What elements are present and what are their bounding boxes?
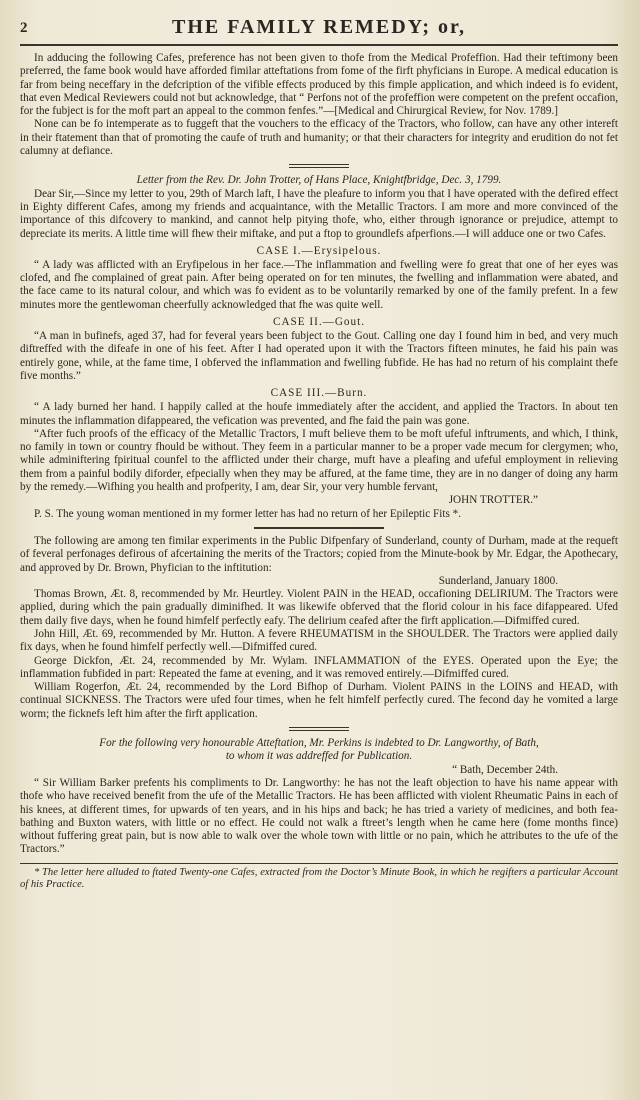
dispensary-case: George Dickfon, Æt. 24, recommended by Mr. Wylam. INFLAMMATION of the EYES. Operated upon the Eye; the inflammation fubfided in part: Repeated the fame at evening, and it was removed entirely.—Difmiffed cured. [20,654,618,680]
case-3-text: “ A lady burned her hand. I happily called at the houfe immediately after the accident, and applied the Tractors. In about ten minutes the inflammation difappeared, the vefication was prevented, and fhe faid the pain was gone. [20,401,618,427]
section-divider [289,727,349,731]
bath-heading-line-1: For the following very honourable Atteftation, Mr. Perkins is indebted to Dr. Langworthy, of Bath, [99,737,539,750]
intro-paragraph-1: In adducing the following Cafes, preference has not been given to thofe from the Medical Profeffion. Had their teftimony been preferred, the fame book would have afforded fimilar atteftations from fome of the firft phyficians in Europe. A medical education is far from being neceffary in the defcription of the vifible effects produced by this fimple application, and which indeed is fo evident, that even Medical Reviewers could not but acknowledge, that “ Perfons not of the profeffion were competent on the prefent occafion, for the fubject is for the moft part an appeal to the common fenfes.”—[Medical and Chirurgical Review, for Nov. 1789.] [20,52,618,118]
letter-opening: Dear Sir,—Since my letter to you, 29th of March laft, I have the pleafure to inform you that I have operated with the defired effect in Eighty different Cafes, among my friends and acquaintance, with the Metallic Tractors. I am more and more convinced of the importance of this difcovery to mankind, and cannot help pitying thofe, who, either through ignorance or prejudice, attempt to depreciate its merits. A little time will fhew their miftake, and put a ftop to groundlefs afperfions.—I will adduce one or two Cafes. [20,187,618,240]
sunderland-intro: The following are among ten fimilar experiments in the Public Difpenfary of Sunderland, county of Durham, made at the requeft of feveral perfonages defirous of afcertaining the merits of the Tractors; copied from the Minute-book by Mr. Edgar, the Apothecary, and approved by Dr. Brown, Phyfician to the inftitution: [20,534,618,574]
dispensary-case: John Hill, Æt. 69, recommended by Mr. Hutton. A fevere RHEUMATISM in the SHOULDER. The Tractors were applied daily fix days, when he found himfelf perfectly well.—Difmiffed cured. [20,627,618,654]
bath-heading-line-2: to whom it was addreffed for Publication. [225,750,413,763]
section-divider [254,527,384,529]
case-2-heading: CASE II.—Gout. [272,316,365,329]
case-1-heading: CASE I.—Erysipelous. [256,244,382,257]
dispensary-case: William Rogerfon, Æt. 24, recommended by the Lord Bifhop of Durham. Violent PAINS in the LOINS and HEAD, with continual SICKNESS. The Tractors were ufed four times, when he felt himfelf perfectly cured. The fecond day he vomited a large worm; the ficknefs left him after the firft application. [20,681,618,720]
dispensary-case: Thomas Brown, Æt. 8, recommended by Mr. Heurtley. Violent PAIN in the HEAD, occafioning DELIRIUM. The Tractors were applied, during which the pain gradually diminifhed. It was likewife obferved that the florid colour in his face difappeared. Ufed them daily five days, when he found himfelf perfectly eafy. The delirium ceafed after the firft application.—Difmiffed cured. [20,588,618,627]
running-title: THE FAMILY REMEDY; or, [171,16,467,38]
bath-dateline: “ Bath, December 24th. [452,763,558,776]
page-number: 2 [20,20,28,36]
footnote: * The letter here alluded to ftated Twenty-one Cafes, extracted from the Doctor’s Minute Book, in which he regifters a particular Account of his Practice. [20,866,618,891]
postscript: P. S. The young woman mentioned in my former letter has had no return of her Epileptic Fits *. [34,507,462,520]
footnote-rule [20,863,618,864]
section-divider [289,164,349,168]
page-header [20,14,618,42]
letter-heading: Letter from the Rev. Dr. John Trotter, of Hans Place, Knightfbridge, Dec. 3, 1799. [136,174,502,187]
bath-letter-text: “ Sir William Barker prefents his compliments to Dr. Langworthy: he has not the leaft objection to have his name appear with thofe who have received benefit from the ufe of the Metallic Tractors. He has been afflicted with violent Rheumatic Pains in each of his knees, at different times, for upwards of ten years, and in his hips and back; he has tried a variety of medicines, and both fea-bathing and Buxton waters, with little or no effect. He could not walk a ftreet’s length when he came here (fome months fince) without fuffering great pain, but is now able to walk over the whole town with little or no pain, which he attributes to the ufe of the Tractors.” [20,776,618,856]
case-2-text: “A man in bufinefs, aged 37, had for feveral years been fubject to the Gout. Calling one day I found him in bed, and very much diftreffed with the difeafe in one of his feet. After I had operated upon it with the Tractors fifteen minutes, he faid his pain was entirely gone, while, at the fame time, I obferved the inflammation and fwelling fubfide. He has had no return of his complaint thefe five months.” [20,330,618,382]
case-3-heading: CASE III.—Burn. [270,387,368,400]
intro-paragraph-2: None can be fo intemperate as to fuggeft that the vouchers to the efficacy of the Tractors, who follow, can have any other intereft in their ftatement than that of promoting the caufe of truth and humanity; or that their characters for integrity and erudition do not fet calumny at defiance. [20,118,618,158]
header-rule [20,44,618,46]
letter-signature: JOHN TROTTER.” [448,494,538,507]
sunderland-dateline: Sunderland, January 1800. [438,574,558,587]
letter-closing: “After fuch proofs of the efficacy of the Metallic Tractors, I muft believe them to be moft ufeful inftruments, and which, I think, no family in town or country fhould be without. They feem in a particular manner to be a proper vade mecum for clergymen; who, while adminiftering fpiritual counfel to the afflicted under their charge, muft have a pleafing and ufeful employment in relieving them from a painful bodily diforder, efpecially when they may be affured, at the fame time, they are in no danger of doing any harm by the remedy.—Wifhing you health and profperity, I am, dear Sir, your very humble fervant, [20,427,618,494]
case-1-text: “ A lady was afflicted with an Eryfipelous in her face.—The inflammation and fwelling were fo great that one of her eyes was clofed, and fhe complained of great pain. After being operated on for ten minutes, the fwelling and inflammation were abated, and the face came to its natural colour, and which was fo evident as to be voluntarily remarked by one of the family prefent. In a few minutes more the gentlewoman cheerfully acknowledged that fhe was quite well. [20,258,618,311]
